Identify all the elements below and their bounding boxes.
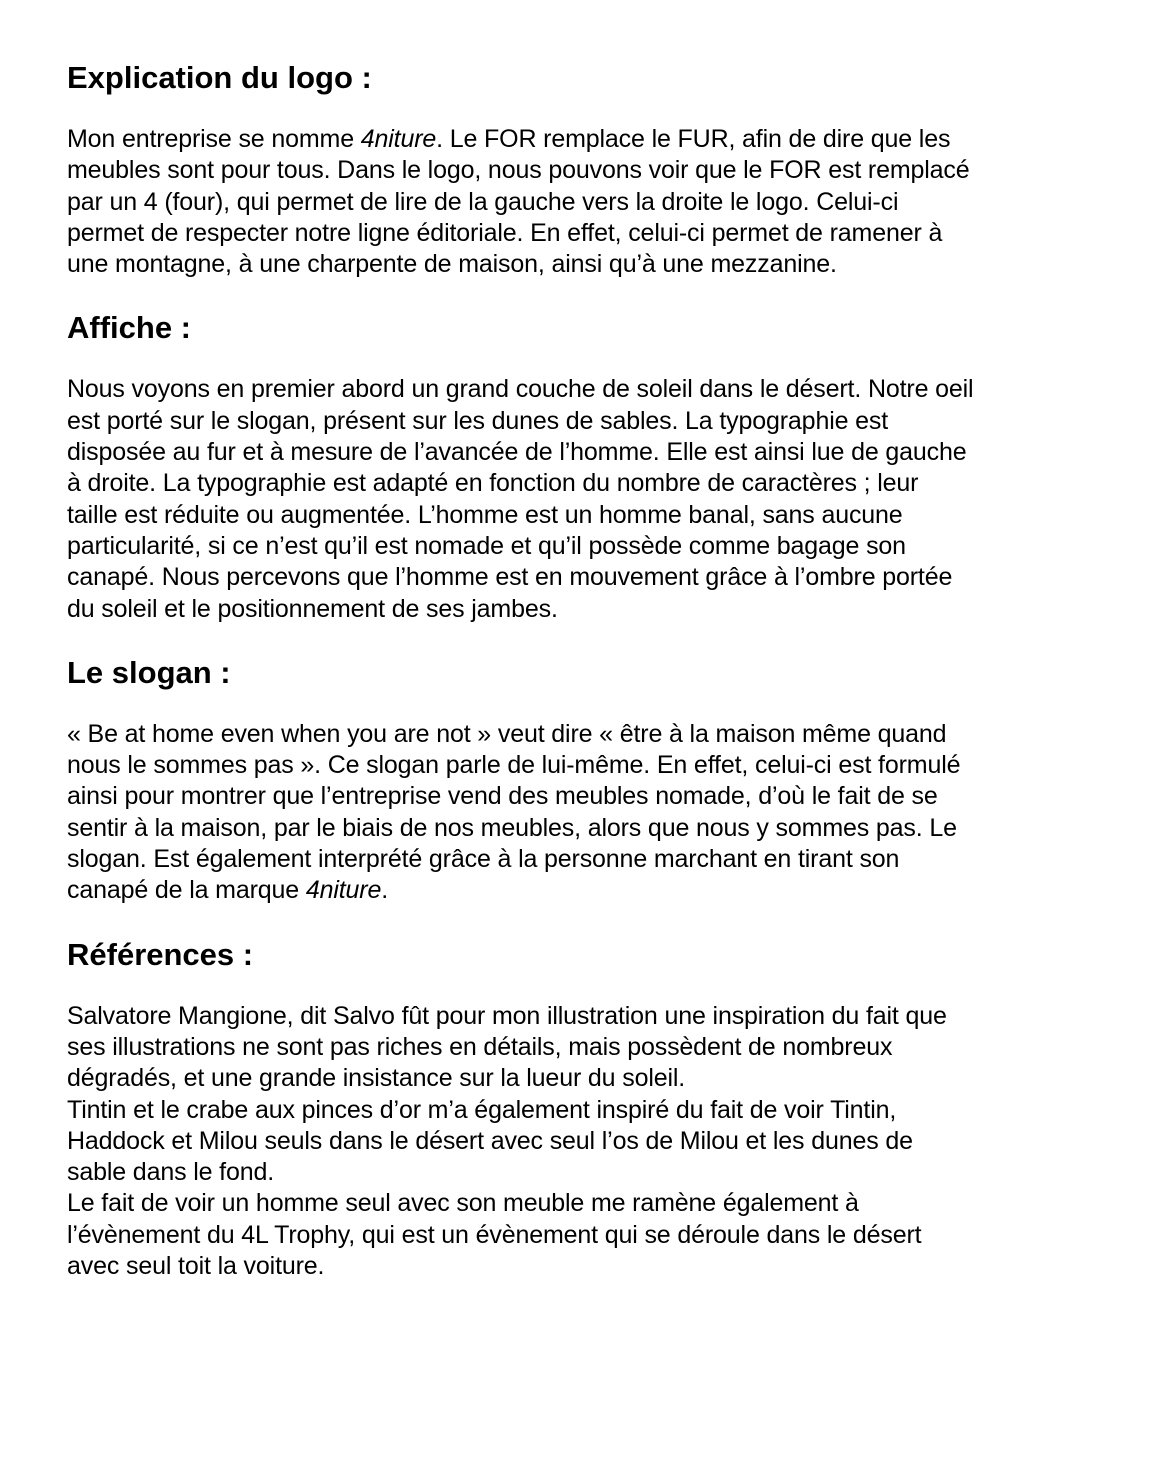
- paragraph-line: nous le sommes pas ». Ce slogan parle de lui-même. En effet, celui-ci est formulé: [67, 751, 961, 780]
- paragraph-line: taille est réduite ou augmentée. L’homme est un homme banal, sans aucune: [67, 500, 903, 529]
- paragraph-line: sable dans le fond.: [67, 1158, 275, 1187]
- paragraph-line: dégradés, et une grande insistance sur la lueur du soleil.: [67, 1064, 686, 1093]
- paragraph-line: du soleil et le positionnement de ses jambes.: [67, 594, 558, 623]
- section-title-logo: Explication du logo :: [67, 60, 372, 95]
- paragraph-line: meubles sont pour tous. Dans le logo, nous pouvons voir que le FOR est remplacé: [67, 156, 970, 185]
- paragraph-line: l’évènement du 4L Trophy, qui est un évènement qui se déroule dans le désert: [67, 1220, 922, 1249]
- paragraph-line: à droite. La typographie est adapté en fonction du nombre de caractères ; leur: [67, 469, 919, 498]
- section-title-references: Références :: [67, 936, 254, 972]
- paragraph-line: permet de respecter notre ligne éditoriale. En effet, celui-ci permet de ramener à: [67, 218, 943, 247]
- paragraph-affiche: [67, 374, 1077, 624]
- paragraph-line: slogan. Est également interprété grâce à la personne marchant en tirant son: [67, 845, 900, 874]
- paragraph-line: Le fait de voir un homme seul avec son meuble me ramène également à: [67, 1189, 859, 1218]
- paragraph-line: canapé. Nous percevons que l’homme est en mouvement grâce à l’ombre portée: [67, 563, 953, 592]
- paragraph-line: Haddock et Milou seuls dans le désert avec seul l’os de Milou et les dunes de: [67, 1126, 913, 1155]
- paragraph-line: sentir à la maison, par le biais de nos meubles, alors que nous y sommes pas. Le: [67, 813, 957, 842]
- paragraph-line: Nous voyons en premier abord un grand couche de soleil dans le désert. Notre oeil: [67, 375, 974, 404]
- paragraph-line: par un 4 (four), qui permet de lire de la gauche vers la droite le logo. Celui-ci: [67, 187, 899, 216]
- section-title-slogan: Le slogan :: [67, 654, 231, 690]
- paragraph-line: Mon entreprise se nomme 4niture. Le FOR remplace le FUR, afin de dire que les: [67, 125, 951, 153]
- paragraph-line: est porté sur le slogan, présent sur les dunes de sables. La typographie est: [67, 406, 889, 435]
- paragraph-slogan: [67, 719, 1077, 907]
- paragraph-line: particularité, si ce n’est qu’il est nomade et qu’il possède comme bagage son: [67, 531, 906, 560]
- brand-name: 4niture: [305, 876, 382, 905]
- paragraph-line: ses illustrations ne sont pas riches en détails, mais possèdent de nombreux: [67, 1032, 893, 1061]
- paragraph-line: Salvatore Mangione, dit Salvo fût pour mon illustration une inspiration du fait que: [67, 1001, 947, 1030]
- paragraph-line: Tintin et le crabe aux pinces d’or m’a également inspiré du fait de voir Tintin,: [67, 1095, 897, 1124]
- paragraph-line: avec seul toit la voiture.: [67, 1252, 325, 1281]
- paragraph-line: ainsi pour montrer que l’entreprise vend des meubles nomade, d’où le fait de se: [67, 782, 938, 811]
- brand-name: 4niture: [360, 125, 437, 153]
- paragraph-line: une montagne, à une charpente de maison, ainsi qu’à une mezzanine.: [67, 250, 837, 279]
- paragraph-references: [67, 1001, 1077, 1283]
- paragraph-logo: [67, 124, 1077, 280]
- paragraph-line: « Be at home even when you are not » veut dire « être à la maison même quand: [67, 719, 947, 748]
- paragraph-line: canapé de la marque 4niture.: [67, 876, 389, 905]
- document-page: [67, 58, 1077, 1282]
- paragraph-line: disposée au fur et à mesure de l’avancée de l’homme. Elle est ainsi lue de gauche: [67, 438, 967, 467]
- section-title-affiche: Affiche :: [67, 310, 191, 346]
